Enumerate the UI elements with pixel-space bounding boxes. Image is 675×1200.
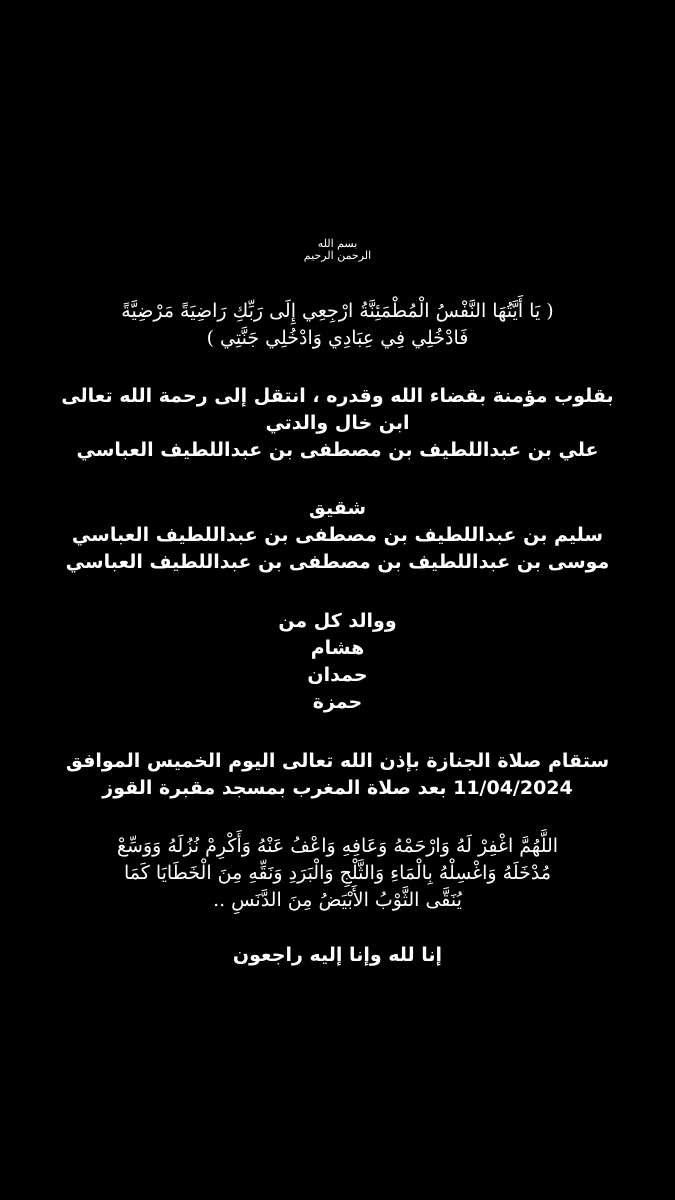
- child-name-3: حمزة: [312, 691, 363, 713]
- brothers-section: [0, 495, 675, 576]
- verse-line-1: ( يَا أَيَّتُهَا النَّفْسُ الْمُطْمَئِنَّةُ ارْجِعِي إِلَى رَبِّكِ رَاضِيَةً مَرْضِيَّةً: [121, 300, 554, 322]
- closing-phrase: [0, 942, 675, 969]
- basmala-calligraphy: [0, 238, 675, 262]
- closing-text: إنا لله وإنا إليه راجعون: [232, 944, 443, 966]
- verse-line-2: فَادْخُلِي فِي عِبَادِي وَادْخُلِي جَنَّتِي ): [206, 327, 469, 349]
- basmala-line-1: بسم الله: [317, 237, 358, 250]
- prayer-line-3: يُنَقَّى الثَّوْبُ الأَبْيَضُ مِنَ الدَّنَسِ ..: [213, 889, 462, 911]
- funeral-line-2: 11/04/2024 بعد صلاة المغرب بمسجد مقبرة القوز: [102, 777, 573, 799]
- brother-name-1: سليم بن عبداللطيف بن مصطفى بن عبداللطيف العباسي: [71, 524, 604, 546]
- death-announcement: [0, 383, 675, 464]
- funeral-details: [0, 748, 675, 802]
- children-section: [0, 608, 675, 716]
- funeral-line-1: ستقام صلاة الجنازة بإذن الله تعالى اليوم الخميس الموافق: [65, 750, 610, 772]
- announcement-line-1: بقلوب مؤمنة بقضاء الله وقدره ، انتقل إلى رحمة الله تعالى: [61, 385, 614, 407]
- prayer-line-2: مُدْخَلَهُ وَاغْسِلْهُ بِالْمَاءِ وَالثَّلْجِ وَالْبَرَدِ وَنَقِّهِ مِنَ الْخَطَايَا كَمَا: [123, 862, 552, 884]
- quran-verse: [0, 298, 675, 352]
- supplication: [0, 833, 675, 914]
- brother-name-2: موسى بن عبداللطيف بن مصطفى بن عبداللطيف العباسي: [65, 551, 610, 573]
- basmala-line-2: الرحمن الرحيم: [303, 249, 372, 262]
- prayer-line-1: اللَّهُمَّ اغْفِرْ لَهُ وَارْحَمْهُ وَعَافِهِ وَاعْفُ عَنْهُ وَأَكْرِمْ نُزُلَهُ وَوَسِّعْ: [116, 835, 559, 857]
- children-heading: ووالد كل من: [278, 610, 397, 632]
- child-name-2: حمدان: [307, 664, 368, 686]
- deceased-name: علي بن عبداللطيف بن مصطفى بن عبداللطيف العباسي: [76, 439, 599, 461]
- announcement-line-2: ابن خال والدتي: [265, 412, 410, 434]
- child-name-1: هشام: [310, 637, 365, 659]
- brothers-heading: شقيق: [308, 497, 367, 519]
